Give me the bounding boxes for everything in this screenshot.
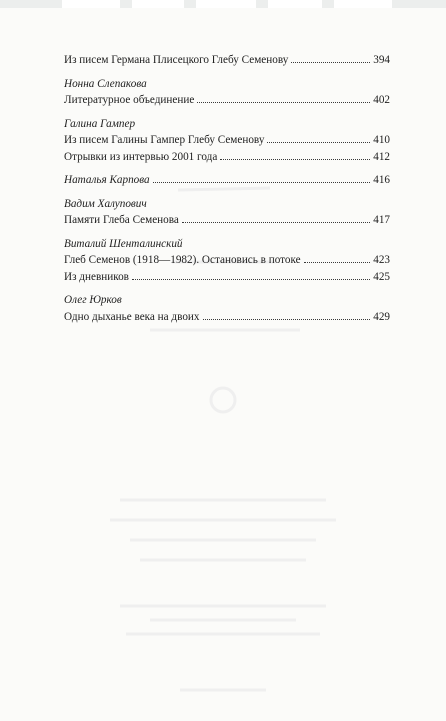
toc-page-number: 402 [373, 94, 390, 106]
toc-entry-title: Наталья Карпова [64, 174, 150, 186]
toc-author: Олег Юрков [64, 294, 122, 306]
toc-page-number: 416 [373, 174, 390, 186]
toc-entry [64, 309, 390, 326]
dot-leader [197, 101, 370, 103]
toc-author: Виталий Шенталинский [64, 237, 183, 250]
toc-page-number: 394 [373, 54, 390, 66]
toc-entry-title: Отрывки из интервью 2001 года [64, 150, 218, 163]
toc-entry [64, 52, 390, 69]
toc-entry-title: Глеб Семенов (1918—1982). Остановись в потоке [64, 254, 301, 266]
edge-segment [62, 0, 120, 8]
edge-segment [196, 0, 256, 8]
toc-page-number: 417 [373, 214, 390, 226]
dot-leader [153, 181, 371, 183]
toc-page-number: 410 [373, 134, 390, 146]
toc-author: Нонна Слепакова [64, 77, 147, 90]
toc-entry [64, 132, 390, 149]
toc-page-number: 425 [373, 270, 390, 283]
page-top-edge [0, 0, 446, 8]
toc-page-number: 423 [373, 254, 390, 266]
toc-author: Вадим Халупович [64, 197, 147, 210]
toc-entry [64, 149, 390, 166]
toc-entry-title: Из писем Галины Гампер Глебу Семенову [64, 134, 265, 146]
table-of-contents [64, 52, 390, 325]
toc-page-number: 429 [373, 310, 390, 323]
dot-leader [182, 221, 370, 223]
dot-leader [132, 278, 370, 280]
edge-segment [132, 0, 184, 8]
toc-entry-title: Памяти Глеба Семенова [64, 214, 179, 226]
dot-leader [304, 261, 371, 263]
toc-entry-title: Из писем Германа Плисецкого Глебу Семенову [64, 54, 289, 66]
dot-leader [291, 61, 370, 63]
toc-entry [64, 92, 390, 109]
toc-entry [64, 172, 390, 189]
dot-leader [220, 158, 370, 160]
toc-entry [64, 269, 390, 286]
toc-entry [64, 212, 390, 229]
toc-entry-title: Одно дыханье века на двоих [64, 310, 200, 323]
toc-entry-title: Из дневников [64, 270, 129, 283]
dot-leader [203, 318, 371, 320]
dot-leader [267, 141, 370, 143]
toc-entry-title: Литературное объединение [64, 94, 195, 106]
toc-author: Галина Гампер [64, 117, 136, 130]
edge-segment [334, 0, 392, 8]
toc-page-number: 412 [373, 150, 390, 163]
toc-entry [64, 252, 390, 269]
edge-segment [268, 0, 322, 8]
